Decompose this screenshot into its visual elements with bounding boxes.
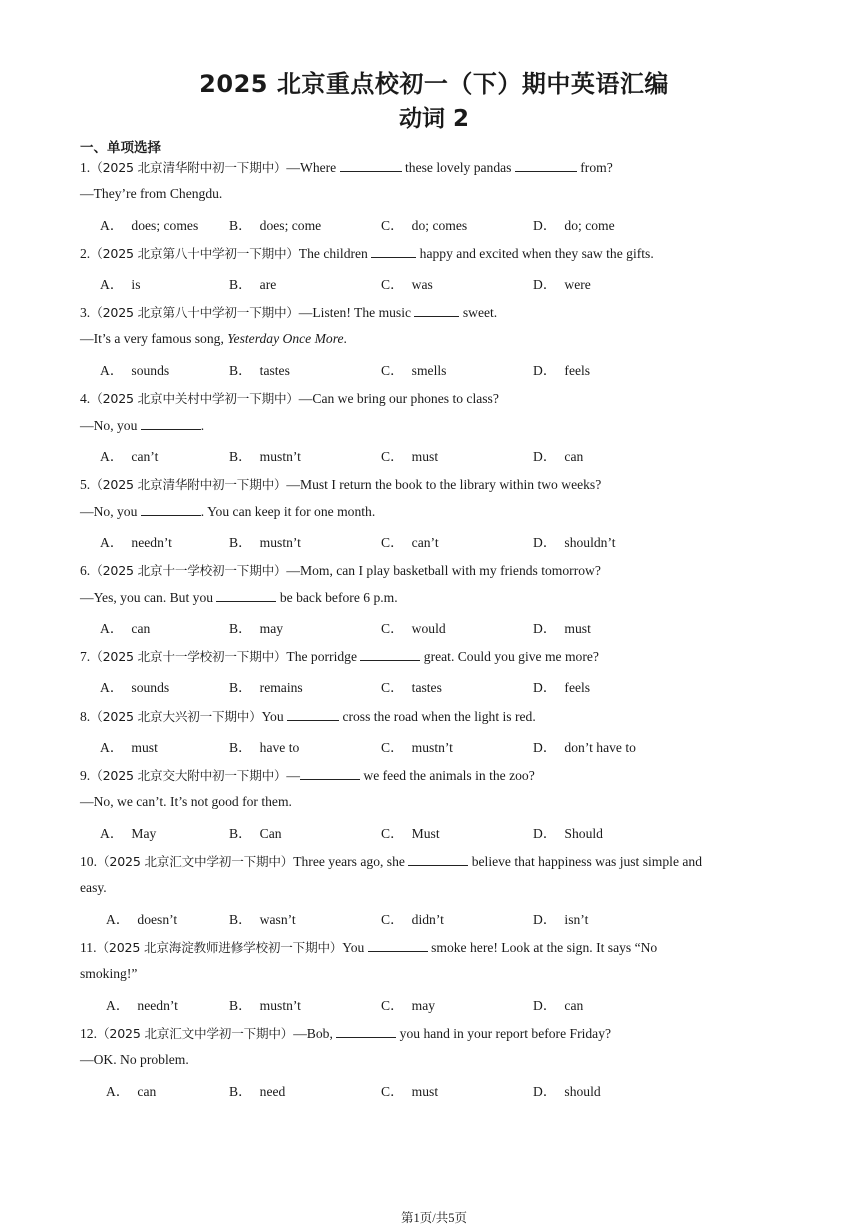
question-9-answer-line: —No, we can’t. It’s not good for them. xyxy=(80,794,292,809)
question-8-option-d[interactable]: D． don’t have to xyxy=(533,740,636,755)
question-1-option-b[interactable]: B． does; come xyxy=(229,218,322,233)
question-6-answer-line: —Yes, you can. But you be back before 6 p.m. xyxy=(80,590,398,605)
question-5-option-a[interactable]: A． needn’t xyxy=(100,535,172,550)
question-8-option-a[interactable]: A． must xyxy=(100,740,158,755)
document-subtitle: 动词 2 xyxy=(398,106,469,132)
question-12-option-b[interactable]: B． need xyxy=(229,1084,286,1099)
question-10-continuation: easy. xyxy=(80,880,107,895)
question-9-option-d[interactable]: D． Should xyxy=(533,826,603,841)
question-5-stem: 5.（2025 北京清华附中初一下期中）—Must I return the book to the library within two weeks? xyxy=(80,477,602,492)
question-4-option-c[interactable]: C． must xyxy=(381,449,439,464)
question-6-option-c[interactable]: C． would xyxy=(381,621,446,636)
question-4-stem: 4.（2025 北京中关村中学初一下期中）—Can we bring our phones to class? xyxy=(80,391,499,406)
question-2-option-a[interactable]: A． is xyxy=(100,277,141,292)
question-10-option-a[interactable]: A． doesn’t xyxy=(106,912,178,927)
question-2-option-d[interactable]: D． were xyxy=(533,277,591,292)
question-8-option-c[interactable]: C． mustn’t xyxy=(381,740,453,755)
question-12-option-c[interactable]: C． must xyxy=(381,1084,439,1099)
question-1-option-a[interactable]: A． does; comes xyxy=(100,218,199,233)
question-2-option-b[interactable]: B． are xyxy=(229,277,277,292)
question-9-option-b[interactable]: B． Can xyxy=(229,826,282,841)
question-5-option-b[interactable]: B． mustn’t xyxy=(229,535,301,550)
question-1-option-c[interactable]: C． do; comes xyxy=(381,218,468,233)
question-4-option-d[interactable]: D． can xyxy=(533,449,584,464)
question-6-stem: 6.（2025 北京十一学校初一下期中）—Mom, can I play basketball with my friends tomorrow? xyxy=(80,563,601,578)
page-number: 第1页/共5页 xyxy=(401,1211,467,1225)
question-9-option-c[interactable]: C． Must xyxy=(381,826,440,841)
question-7-stem: 7.（2025 北京十一学校初一下期中）The porridge great. Could you give me more? xyxy=(80,649,599,664)
question-11-option-b[interactable]: B． mustn’t xyxy=(229,998,301,1013)
question-3-option-c[interactable]: C． smells xyxy=(381,363,447,378)
question-6-option-d[interactable]: D． must xyxy=(533,621,591,636)
question-1-answer-line: —They’re from Chengdu. xyxy=(80,186,223,201)
question-1-stem: 1.（2025 北京清华附中初一下期中）—Where these lovely pandas from? xyxy=(80,160,613,175)
question-3-stem: 3.（2025 北京第八十中学初一下期中）—Listen! The music sweet. xyxy=(80,305,498,320)
question-7-option-a[interactable]: A． sounds xyxy=(100,680,170,695)
question-11-stem: 11.（2025 北京海淀教师进修学校初一下期中）You smoke here! Look at the sign. It says “No xyxy=(80,940,658,955)
question-8-stem: 8.（2025 北京大兴初一下期中）You cross the road when the light is red. xyxy=(80,709,536,724)
question-5-option-d[interactable]: D． shouldn’t xyxy=(533,535,616,550)
question-12-stem: 12.（2025 北京汇文中学初一下期中）—Bob, you hand in your report before Friday? xyxy=(80,1026,612,1041)
question-6-option-a[interactable]: A． can xyxy=(100,621,151,636)
section-title: 一、单项选择 xyxy=(80,140,161,156)
question-9-option-a[interactable]: A． May xyxy=(100,826,157,841)
question-12-option-d[interactable]: D． should xyxy=(533,1084,601,1099)
document-title: 2025 北京重点校初一（下）期中英语汇编 xyxy=(199,70,669,98)
question-10-option-c[interactable]: C． didn’t xyxy=(381,912,444,927)
question-5-answer-line: —No, you . You can keep it for one month. xyxy=(80,504,376,519)
question-11-option-a[interactable]: A． needn’t xyxy=(106,998,178,1013)
question-12-answer-line: —OK. No problem. xyxy=(80,1052,189,1067)
question-7-option-d[interactable]: D． feels xyxy=(533,680,591,695)
question-6-option-b[interactable]: B． may xyxy=(229,621,284,636)
question-3-option-d[interactable]: D． feels xyxy=(533,363,591,378)
question-10-option-b[interactable]: B． wasn’t xyxy=(229,912,296,927)
question-2-option-c[interactable]: C． was xyxy=(381,277,433,292)
question-10-option-d[interactable]: D． isn’t xyxy=(533,912,589,927)
question-7-option-c[interactable]: C． tastes xyxy=(381,680,442,695)
question-1-option-d[interactable]: D． do; come xyxy=(533,218,615,233)
question-2-stem: 2.（2025 北京第八十中学初一下期中）The children happy and excited when they saw the gifts. xyxy=(80,246,654,261)
question-3-answer-line: —It’s a very famous song, Yesterday Once More. xyxy=(80,331,347,346)
question-11-continuation: smoking!” xyxy=(80,966,138,981)
question-9-stem: 9.（2025 北京交大附中初一下期中）— we feed the animals in the zoo? xyxy=(80,768,535,783)
question-3-option-a[interactable]: A． sounds xyxy=(100,363,170,378)
question-7-option-b[interactable]: B． remains xyxy=(229,680,303,695)
question-11-option-d[interactable]: D． can xyxy=(533,998,584,1013)
question-4-answer-line: —No, you . xyxy=(80,418,205,433)
question-4-option-b[interactable]: B． mustn’t xyxy=(229,449,301,464)
question-11-option-c[interactable]: C． may xyxy=(381,998,436,1013)
question-4-option-a[interactable]: A． can’t xyxy=(100,449,159,464)
question-3-option-b[interactable]: B． tastes xyxy=(229,363,290,378)
question-10-stem: 10.（2025 北京汇文中学初一下期中）Three years ago, she believe that happiness was just simple and xyxy=(80,854,703,869)
question-8-option-b[interactable]: B． have to xyxy=(229,740,300,755)
question-5-option-c[interactable]: C． can’t xyxy=(381,535,439,550)
question-12-option-a[interactable]: A． can xyxy=(106,1084,157,1099)
